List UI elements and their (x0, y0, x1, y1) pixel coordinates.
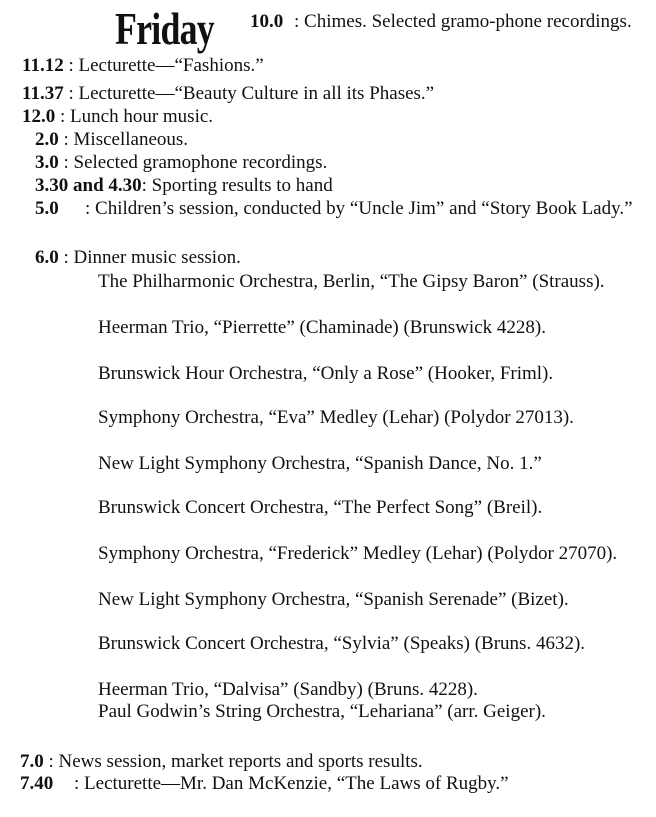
entry-11-37 (22, 82, 434, 105)
entry-text: Lecturette—Mr. Dan McKenzie, “The Laws of Rugby.” (84, 773, 509, 794)
entry-3-0 (35, 151, 327, 174)
entry-11-12 (22, 54, 264, 77)
entry-text: Dinner music session. (73, 247, 241, 268)
entry-3-30 (35, 174, 333, 197)
entry-text: Lecturette—“Fashions.” (78, 55, 264, 76)
entry-text: Selected gramophone recordings. (73, 152, 328, 173)
entry-sep: : (63, 129, 69, 150)
entry-6-0 (35, 246, 241, 269)
entry-time: 5.0 (35, 198, 59, 219)
entry-sep: : (294, 11, 300, 32)
entry-7-40-body (74, 772, 656, 795)
entry-5-0-body (85, 197, 656, 220)
dinner-item: Heerman Trio, “Dalvisa” (Sandby) (Bruns. 4228). (98, 679, 478, 700)
entry-time: 7.0 (20, 751, 44, 772)
dinner-item: Symphony Orchestra, “Frederick” Medley (Lehar) (Polydor 27070). (98, 543, 618, 564)
entry-sep: : (48, 751, 54, 772)
dinner-item: Heerman Trio, “Pierrette” (Chaminade) (Brunswick 4228). (98, 317, 546, 338)
dinner-item: New Light Symphony Orchestra, “Spanish Dance, No. 1.” (98, 453, 542, 474)
entry-time: 12.0 (22, 106, 56, 127)
entry-time: 7.40 (20, 773, 54, 794)
dinner-item: Paul Godwin’s String Orchestra, “Lehariana” (arr. Geiger). (98, 701, 546, 722)
entry-time: 3.30 and 4.30 (35, 175, 142, 196)
entry-time: 10.0 (250, 11, 284, 32)
entry-sep: : (74, 773, 80, 794)
dinner-item: The Philharmonic Orchestra, Berlin, “The Gipsy Baron” (Strauss). (98, 271, 605, 292)
entry-2-0 (35, 128, 188, 151)
entry-sep: : (68, 83, 74, 104)
dinner-item: Brunswick Concert Orchestra, “The Perfect Song” (Breil). (98, 497, 543, 518)
entry-time: 6.0 (35, 247, 59, 268)
entry-10-0 (250, 10, 648, 33)
entry-sep: : (63, 247, 69, 268)
entry-sep: : (141, 175, 147, 196)
entry-sep: : (63, 152, 69, 173)
entry-text: News session, market reports and sports results. (58, 751, 423, 772)
entry-text: Children’s session, conducted by “Uncle Jim” and “Story Book Lady.” (95, 198, 633, 219)
entry-text: Lunch hour music. (70, 106, 214, 127)
entry-7-0 (20, 750, 423, 773)
entry-text: Lecturette—“Beauty Culture in all its Phases.” (78, 83, 435, 104)
entry-time: 11.37 (22, 83, 64, 104)
entry-sep: : (85, 198, 91, 219)
entry-text: Miscellaneous. (73, 129, 189, 150)
entry-time: 3.0 (35, 152, 59, 173)
dinner-item: Symphony Orchestra, “Eva” Medley (Lehar) (Polydor 27013). (98, 407, 574, 428)
entry-time: 11.12 (22, 55, 64, 76)
entry-text: Sporting results to hand (151, 175, 333, 196)
entry-7-40 (20, 772, 53, 795)
entry-sep: : (60, 106, 66, 127)
day-heading: Friday (115, 3, 214, 54)
entry-time: 2.0 (35, 129, 59, 150)
entry-12-0 (22, 105, 213, 128)
dinner-item: Brunswick Hour Orchestra, “Only a Rose” (Hooker, Friml). (98, 363, 554, 384)
dinner-item: New Light Symphony Orchestra, “Spanish Serenade” (Bizet). (98, 589, 569, 610)
entry-sep: : (68, 55, 74, 76)
entry-text: Chimes. Selected gramo-phone recordings. (304, 11, 632, 32)
dinner-item: Brunswick Concert Orchestra, “Sylvia” (Speaks) (Bruns. 4632). (98, 633, 586, 654)
